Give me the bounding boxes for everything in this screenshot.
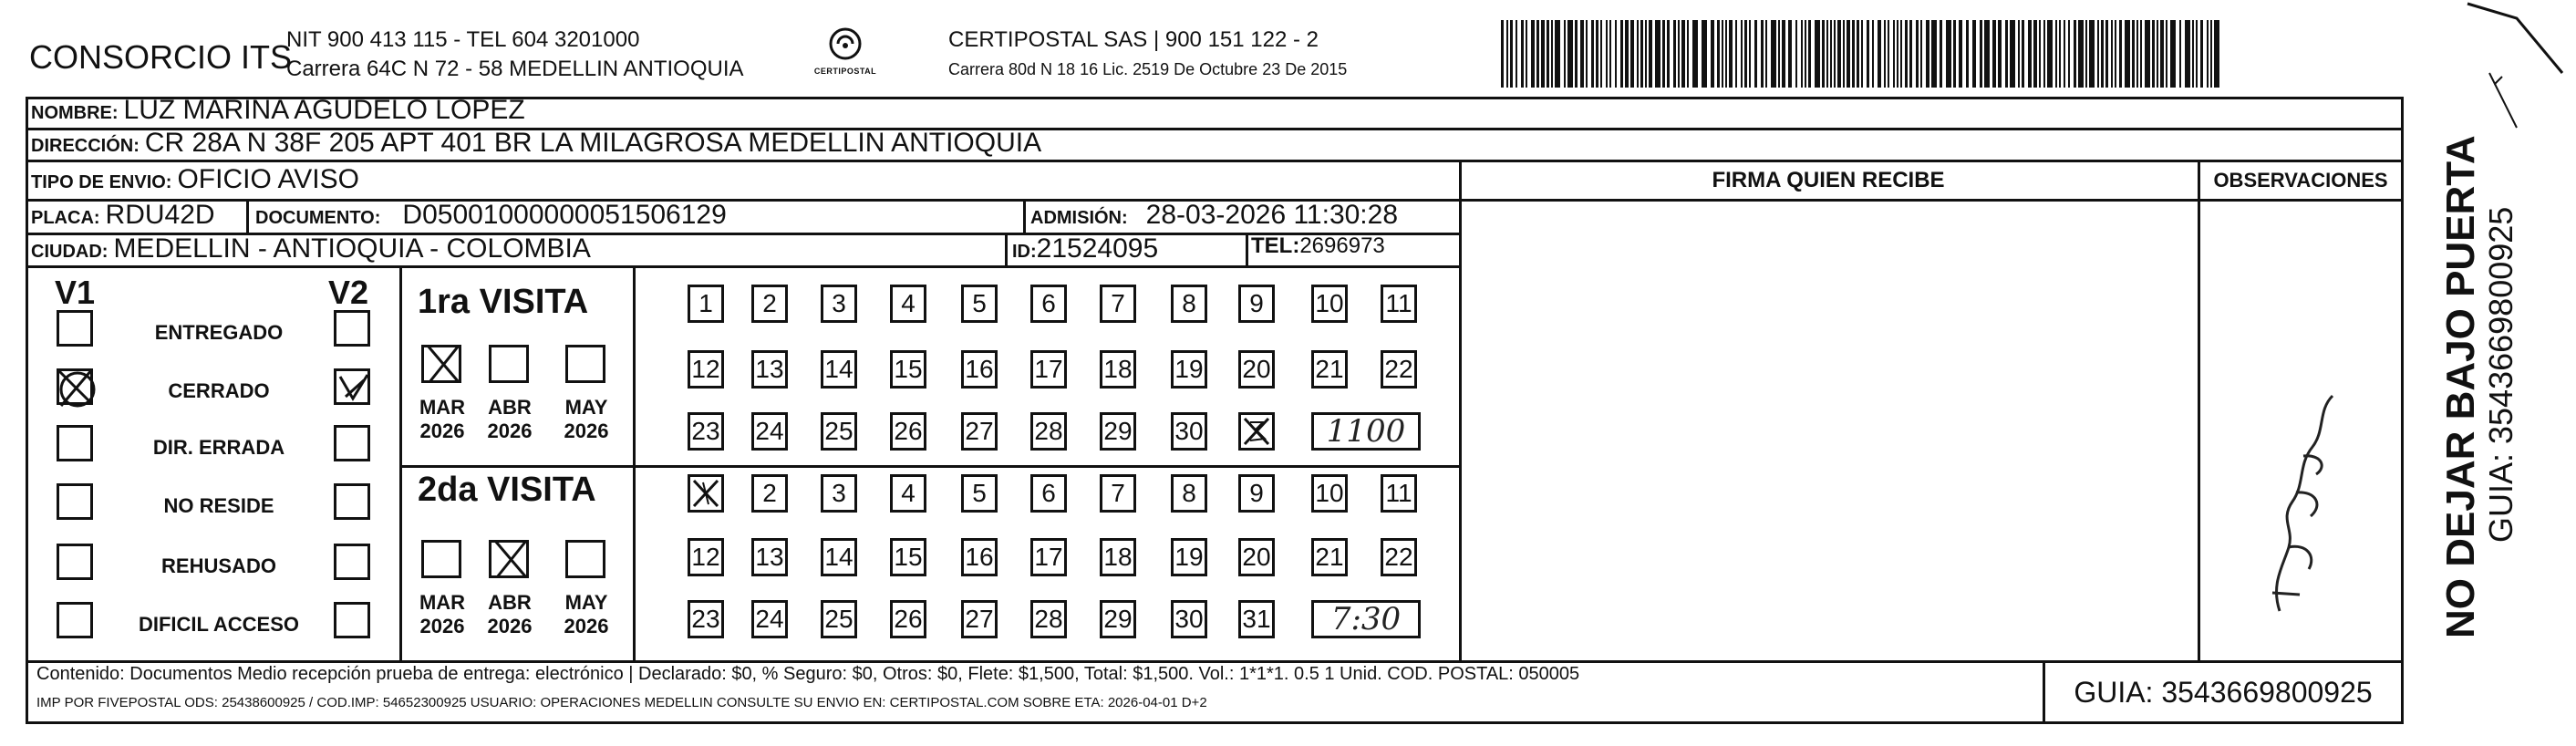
day-box[interactable]: 4 [890,285,926,323]
visit1-time[interactable]: 1100 [1311,412,1421,451]
day-box[interactable]: 7 [1100,474,1136,513]
month-label [478,396,542,443]
logo-icon [827,26,864,62]
courier-license: Carrera 80d N 18 16 Lic. 2519 De Octubre 23 De 2015 [948,60,1348,78]
status-option-label: NO RESIDE [163,494,274,517]
month-label [410,396,474,443]
month-name: MAR [419,396,466,419]
day-box[interactable]: 21 [1311,538,1348,576]
day-box[interactable]: 2 [751,285,788,323]
day-box[interactable]: 18 [1100,350,1136,389]
month-name: MAR [419,591,466,614]
v2-checkbox[interactable] [334,368,370,405]
courier-line: CERTIPOSTAL SAS | 900 151 122 - 2 [948,27,1319,52]
status-option-label: REHUSADO [161,554,276,577]
day-box[interactable]: 30 [1171,412,1207,451]
company-address: Carrera 64C N 72 - 58 MEDELLIN ANTIOQUIA [286,57,744,81]
month-year: 2026 [487,420,533,442]
v2-checkbox[interactable] [334,310,370,347]
certipostal-logo [813,26,877,76]
day-box[interactable]: 15 [890,538,926,576]
day-box[interactable]: 1 [688,285,724,323]
status-option-label: DIFICIL ACCESO [138,613,299,636]
v2-checkbox[interactable] [334,602,370,638]
month-year: 2026 [564,420,609,442]
v2-checkbox[interactable] [334,544,370,580]
address-field: DIRECCIÓN: CR 28A N 38F 205 APT 401 BR LA MILAGROSA MEDELLIN ANTIOQUIA [31,128,1042,158]
day-box[interactable]: 14 [821,350,857,389]
day-box[interactable]: 6 [1030,474,1067,513]
day-box[interactable]: 29 [1100,412,1136,451]
id-field: ID: 21524095 [1012,233,1159,264]
month-checkbox[interactable] [421,345,461,383]
day-box[interactable]: 16 [961,538,998,576]
id-value: 21524095 [1036,233,1159,264]
day-box[interactable]: 22 [1381,350,1417,389]
v1-checkbox[interactable] [57,310,93,347]
logo-text: CERTIPOSTAL [813,67,877,76]
imp-line: IMP POR FIVEPOSTAL ODS: 25438600925 / COD.IMP: 54652300925 USUARIO: OPERACIONES MEDELLIN CONSULTE SU ENVIO EN: CERTIPOSTAL.COM SOBRE ETA: 2026-04-01 D+2 [36,695,1207,710]
month-label [554,396,618,443]
day-box[interactable]: 8 [1171,285,1207,323]
month-year: 2026 [564,615,609,637]
company-name: CONSORCIO ITS [29,38,293,76]
day-box[interactable]: 24 [751,412,788,451]
day-box[interactable]: 11 [1381,285,1417,323]
status-option-label: ENTREGADO [154,321,284,344]
visit2-time[interactable]: 7:30 [1311,600,1421,638]
day-box[interactable] [688,474,724,513]
shipment-type: OFICIO AVISO [177,164,359,194]
day-box[interactable]: 23 [688,600,724,638]
corner-fold-mark [2462,0,2571,146]
day-box[interactable]: 10 [1311,285,1348,323]
status-option-label: CERRADO [168,379,270,402]
day-box[interactable]: 29 [1100,600,1136,638]
day-box[interactable]: 17 [1030,350,1067,389]
day-box[interactable]: 6 [1030,285,1067,323]
month-name: ABR [488,396,532,419]
day-box[interactable]: 23 [688,412,724,451]
city-value: MEDELLIN - ANTIOQUIA - COLOMBIA [113,233,591,264]
day-box[interactable]: 16 [961,350,998,389]
month-checkbox[interactable] [565,540,605,578]
month-label [554,591,618,638]
plate-value: RDU42D [105,200,215,230]
day-box[interactable]: 9 [1238,474,1275,513]
visit1-title: 1ra VISITA [418,283,589,321]
day-box[interactable]: 14 [821,538,857,576]
v1-label: V1 [55,274,96,311]
day-box[interactable]: 19 [1171,350,1207,389]
day-box[interactable]: 5 [961,474,998,513]
day-box[interactable]: 10 [1311,474,1348,513]
day-box[interactable]: 30 [1171,600,1207,638]
month-year: 2026 [419,615,465,637]
day-box[interactable]: 25 [821,600,857,638]
day-box[interactable]: 3 [821,474,857,513]
day-box[interactable]: 28 [1030,600,1067,638]
v2-checkbox[interactable] [334,425,370,461]
month-name: MAY [564,591,608,614]
day-box[interactable]: 20 [1238,350,1275,389]
v2-checkbox[interactable] [334,483,370,520]
day-box[interactable]: 25 [821,412,857,451]
day-box[interactable]: 12 [688,538,724,576]
day-box[interactable]: 15 [890,350,926,389]
shipment-type-field: TIPO DE ENVIO: OFICIO AVISO [31,164,359,194]
handwritten-signature [2252,383,2353,620]
v1-checkbox[interactable] [57,425,93,461]
day-box[interactable]: 9 [1238,285,1275,323]
day-box[interactable]: 2 [751,474,788,513]
recipient-address: CR 28A N 38F 205 APT 401 BR LA MILAGROSA MEDELLIN ANTIOQUIA [144,128,1042,158]
day-box[interactable]: 21 [1311,350,1348,389]
day-box[interactable]: 18 [1100,538,1136,576]
day-box[interactable]: 28 [1030,412,1067,451]
month-year: 2026 [419,420,465,442]
day-box[interactable]: 11 [1381,474,1417,513]
admission-field: ADMISIÓN: 28-03-2026 11:30:28 [1030,200,1399,230]
day-box[interactable]: 13 [751,538,788,576]
day-box[interactable]: 13 [751,350,788,389]
day-box[interactable]: 7 [1100,285,1136,323]
v1-checkbox[interactable] [57,483,93,520]
month-checkbox[interactable] [421,540,461,578]
month-checkbox[interactable] [489,345,529,383]
signature-header: FIRMA QUIEN RECIBE [1712,168,1945,192]
day-box[interactable]: 4 [890,474,926,513]
month-year: 2026 [487,615,533,637]
document-field: DOCUMENTO: D05001000000051506129 [255,200,727,230]
plate-field: PLACA: RDU42D [31,200,215,230]
tel-value: 2696973 [1299,233,1385,258]
day-box[interactable]: 26 [890,412,926,451]
guia-box: GUIA: 3543669800925 [2074,676,2373,709]
day-box[interactable]: 22 [1381,538,1417,576]
day-box[interactable]: 8 [1171,474,1207,513]
recipient-name: LUZ MARINA AGUDELO LOPEZ [123,95,525,125]
day-box[interactable]: 3 [821,285,857,323]
day-box[interactable]: 17 [1030,538,1067,576]
month-label [478,591,542,638]
v1-checkbox[interactable] [57,602,93,638]
visit2-title: 2da VISITA [418,471,596,509]
barcode [1501,20,2221,88]
document-value: D05001000000051506129 [402,200,727,230]
day-box[interactable]: 19 [1171,538,1207,576]
city-field: CIUDAD: MEDELLIN - ANTIOQUIA - COLOMBIA [31,233,591,264]
tel-field: TEL: 2696973 [1251,233,1385,258]
status-option-label: DIR. ERRADA [152,436,285,459]
day-box[interactable]: 24 [751,600,788,638]
name-field: NOMBRE: LUZ MARINA AGUDELO LOPEZ [31,95,525,125]
nit-line: NIT 900 413 115 - TEL 604 3201000 [286,27,640,52]
day-box[interactable]: 27 [961,412,998,451]
day-box[interactable]: 12 [688,350,724,389]
day-box[interactable]: 26 [890,600,926,638]
observations-header: OBSERVACIONES [2213,169,2388,192]
day-box[interactable] [1238,412,1275,451]
month-checkbox[interactable] [489,540,529,578]
day-box[interactable]: 31 [1238,600,1275,638]
month-name: MAY [564,396,608,419]
signature-area [1462,202,2195,658]
day-box[interactable]: 5 [961,285,998,323]
v1-checkbox[interactable] [57,544,93,580]
month-checkbox[interactable] [565,345,605,383]
month-label [410,591,474,638]
content-line: Contenido: Documentos Medio recepción prueba de entrega: electrónico | Declarado: $0, % Seguro: $0, Otros: $0, Flete: $1,500, Total: $1,500. Vol.: 1*1*1. 0.5 1 Unid. COD. POSTAL: 050005 [36,664,1580,684]
day-box[interactable]: 20 [1238,538,1275,576]
v1-checkbox[interactable] [57,368,93,405]
side-warning: NO DEJAR BAJO PUERTA [2438,135,2483,638]
side-guia: GUIA: 3543669800925 [2482,206,2519,543]
month-name: ABR [488,591,532,614]
day-box[interactable]: 27 [961,600,998,638]
v2-label: V2 [328,274,369,311]
admission-value: 28-03-2026 11:30:28 [1145,200,1399,230]
